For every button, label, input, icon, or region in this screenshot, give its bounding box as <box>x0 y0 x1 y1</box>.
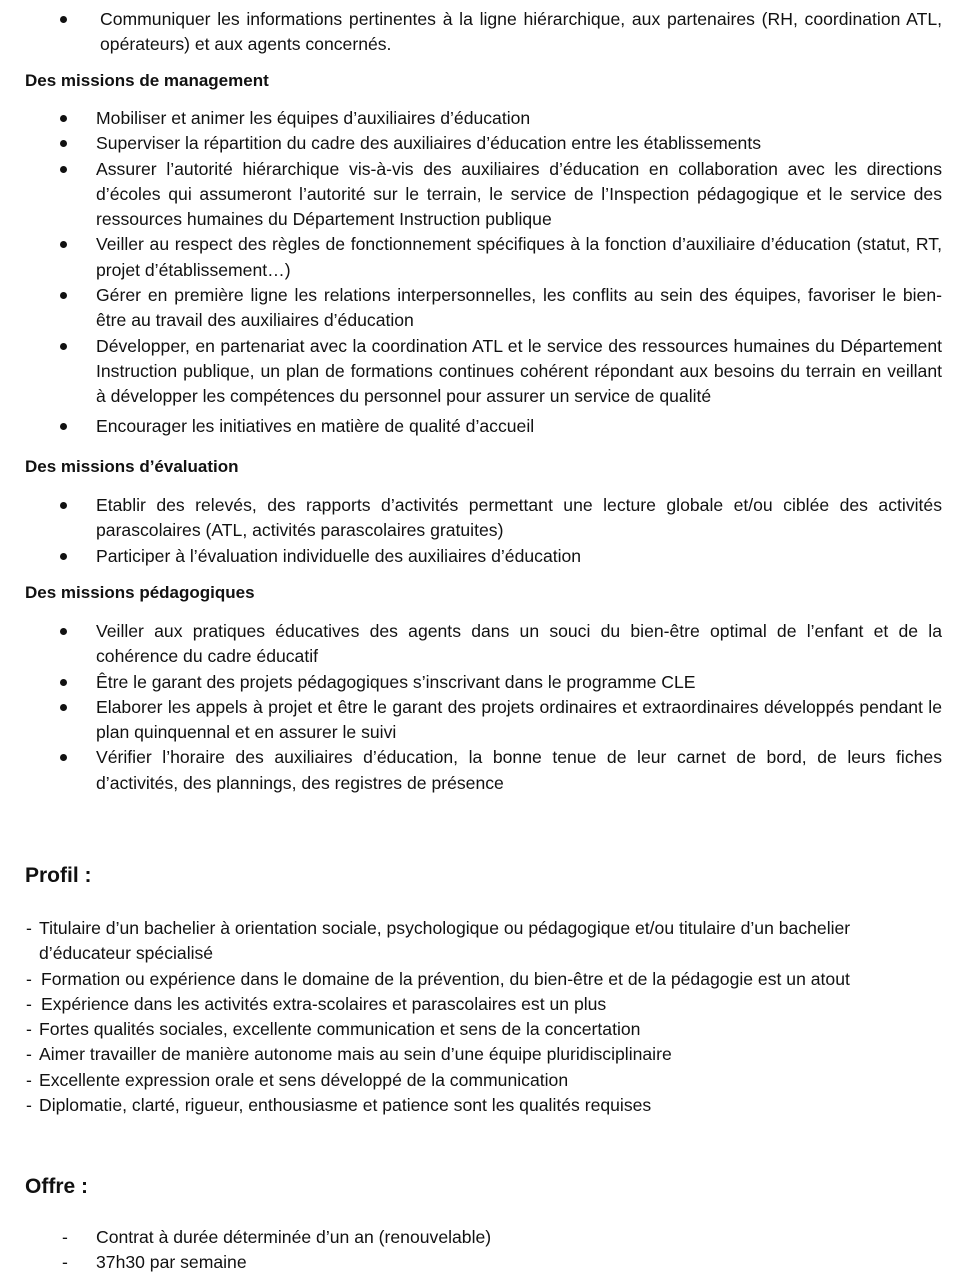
pedagogy-heading: Des missions pédagogiques <box>25 583 255 602</box>
bullet-icon <box>60 166 67 173</box>
list-item-text: Formation ou expérience dans le domaine de la prévention, du bien-être et de la pédagogie est un atout <box>41 968 850 989</box>
bullet-icon <box>60 754 67 761</box>
list-item <box>0 695 977 746</box>
list-item <box>0 131 977 156</box>
offer-list <box>0 1225 977 1276</box>
bullet-icon <box>60 343 67 350</box>
list-item <box>0 157 977 233</box>
list-item-text: Etablir des relevés, des rapports d’activités permettant une lecture globale et/ou ciblée des activités parascolaires (ATL, activités parascolaires gratuites) <box>96 495 942 541</box>
bullet-icon <box>60 140 67 147</box>
profile-list <box>0 916 977 1118</box>
list-item-text: Elaborer les appels à projet et être le garant des projets ordinaires et extraordinaires développés pendant le plan quinquennal et en assurer le suivi <box>96 696 942 743</box>
list-item <box>0 414 977 439</box>
dash-icon: - <box>26 918 32 938</box>
bullet-icon <box>60 292 67 299</box>
management-heading: Des missions de management <box>25 71 269 90</box>
list-item <box>0 916 977 967</box>
list-item <box>0 992 977 1017</box>
list-item <box>0 106 977 131</box>
list-item-text: Diplomatie, clarté, rigueur, enthousiasme et patience sont les qualités requises <box>39 1095 652 1116</box>
pedagogy-list <box>0 619 977 796</box>
evaluation-list <box>0 493 977 569</box>
dash-icon: - <box>62 1227 68 1247</box>
list-item <box>0 1068 977 1093</box>
bullet-icon <box>60 423 67 430</box>
management-list <box>0 106 977 439</box>
dash-icon: - <box>26 993 32 1014</box>
list-item-text: Fortes qualités sociales, excellente communication et sens de la concertation <box>39 1019 641 1040</box>
list-item <box>0 7 977 58</box>
bullet-icon <box>60 553 67 560</box>
list-item-text: Mobiliser et animer les équipes d’auxiliaires d’éducation <box>96 108 531 128</box>
list-item-text: Encourager les initiatives en matière de qualité d’accueil <box>96 415 535 436</box>
list-item-text: Gérer en première ligne les relations interpersonnelles, les conflits au sein des équipes, favoriser le bien-être au travail des auxiliaires d’éducation <box>96 285 942 331</box>
bullet-icon <box>60 115 67 122</box>
bullet-icon <box>60 502 67 509</box>
top-bullet-list <box>0 7 977 58</box>
bullet-icon <box>60 704 67 711</box>
list-item-text: Excellente expression orale et sens développé de la communication <box>39 1069 569 1090</box>
list-item-text: Communiquer les informations pertinentes à la ligne hiérarchique, aux partenaires (RH, coordination ATL, opérateurs) et aux agents concernés. <box>100 9 942 55</box>
dash-icon: - <box>26 1019 32 1040</box>
list-item <box>0 493 977 544</box>
list-item <box>0 334 977 410</box>
profile-heading: Profil : <box>25 864 92 887</box>
bullet-icon <box>60 241 67 248</box>
list-item <box>0 1017 977 1042</box>
evaluation-heading: Des missions d’évaluation <box>25 457 239 476</box>
dash-icon: - <box>26 1069 32 1090</box>
list-item-text: Aimer travailler de manière autonome mais au sein d’une équipe pluridisciplinaire <box>39 1044 672 1065</box>
list-item <box>0 283 977 334</box>
bullet-icon <box>60 628 67 635</box>
list-item-text: Veiller au respect des règles de fonctionnement spécifiques à la fonction d’auxiliaire d’éducation (statut, RT, projet d’établissement…) <box>96 234 942 280</box>
list-item-text: Vérifier l’horaire des auxiliaires d’éducation, la bonne tenue de leur carnet de bord, de leurs fiches d’activités, des plannings, des registres de présence <box>96 747 942 793</box>
list-item <box>0 1250 977 1275</box>
list-item-text: Être le garant des projets pédagogiques s’inscrivant dans le programme CLE <box>96 671 696 692</box>
dash-icon: - <box>26 1095 32 1116</box>
list-item <box>0 232 977 283</box>
list-item-text: Développer, en partenariat avec la coordination ATL et le service des ressources humaines du Département Instruction publique, un plan de formations continues cohérent répondant aux besoins du terrain en veillant à développer les compétences du personnel pour assurer un service de qualité <box>96 335 942 407</box>
list-item <box>0 619 977 670</box>
list-item <box>0 745 977 796</box>
list-item <box>0 967 977 992</box>
list-item <box>0 1225 977 1250</box>
dash-icon: - <box>62 1252 68 1273</box>
list-item-text: Expérience dans les activités extra-scolaires et parascolaires est un plus <box>41 993 607 1014</box>
list-item-text: Superviser la répartition du cadre des auxiliaires d’éducation entre les établissements <box>96 133 762 154</box>
list-item <box>0 1042 977 1067</box>
list-item-text: Participer à l’évaluation individuelle des auxiliaires d’éducation <box>96 545 582 566</box>
dash-icon: - <box>26 968 32 989</box>
list-item-text: Contrat à durée déterminée d’un an (renouvelable) <box>96 1227 492 1247</box>
list-item-text: Titulaire d’un bachelier à orientation sociale, psychologique ou pédagogique et/ou titulaire d’un bachelier d’éducateur spécialisé <box>39 918 851 964</box>
list-item <box>0 670 977 695</box>
list-item <box>0 544 977 569</box>
offer-heading: Offre : <box>25 1175 88 1198</box>
list-item <box>0 1093 977 1118</box>
list-item-text: 37h30 par semaine <box>96 1252 247 1273</box>
bullet-icon <box>60 16 67 23</box>
bullet-icon <box>60 679 67 686</box>
list-item-text: Assurer l’autorité hiérarchique vis-à-vis des auxiliaires d’éducation en collaboration avec les directions d’écoles qui assumeront l’autorité sur le terrain, le service de l’Inspection pédagogique et le service des ressources humaines du Département Instruction publique <box>96 158 942 230</box>
list-item-text: Veiller aux pratiques éducatives des agents dans un souci du bien-être optimal de l’enfant et de la cohérence du cadre éducatif <box>96 621 942 667</box>
dash-icon: - <box>26 1044 32 1065</box>
